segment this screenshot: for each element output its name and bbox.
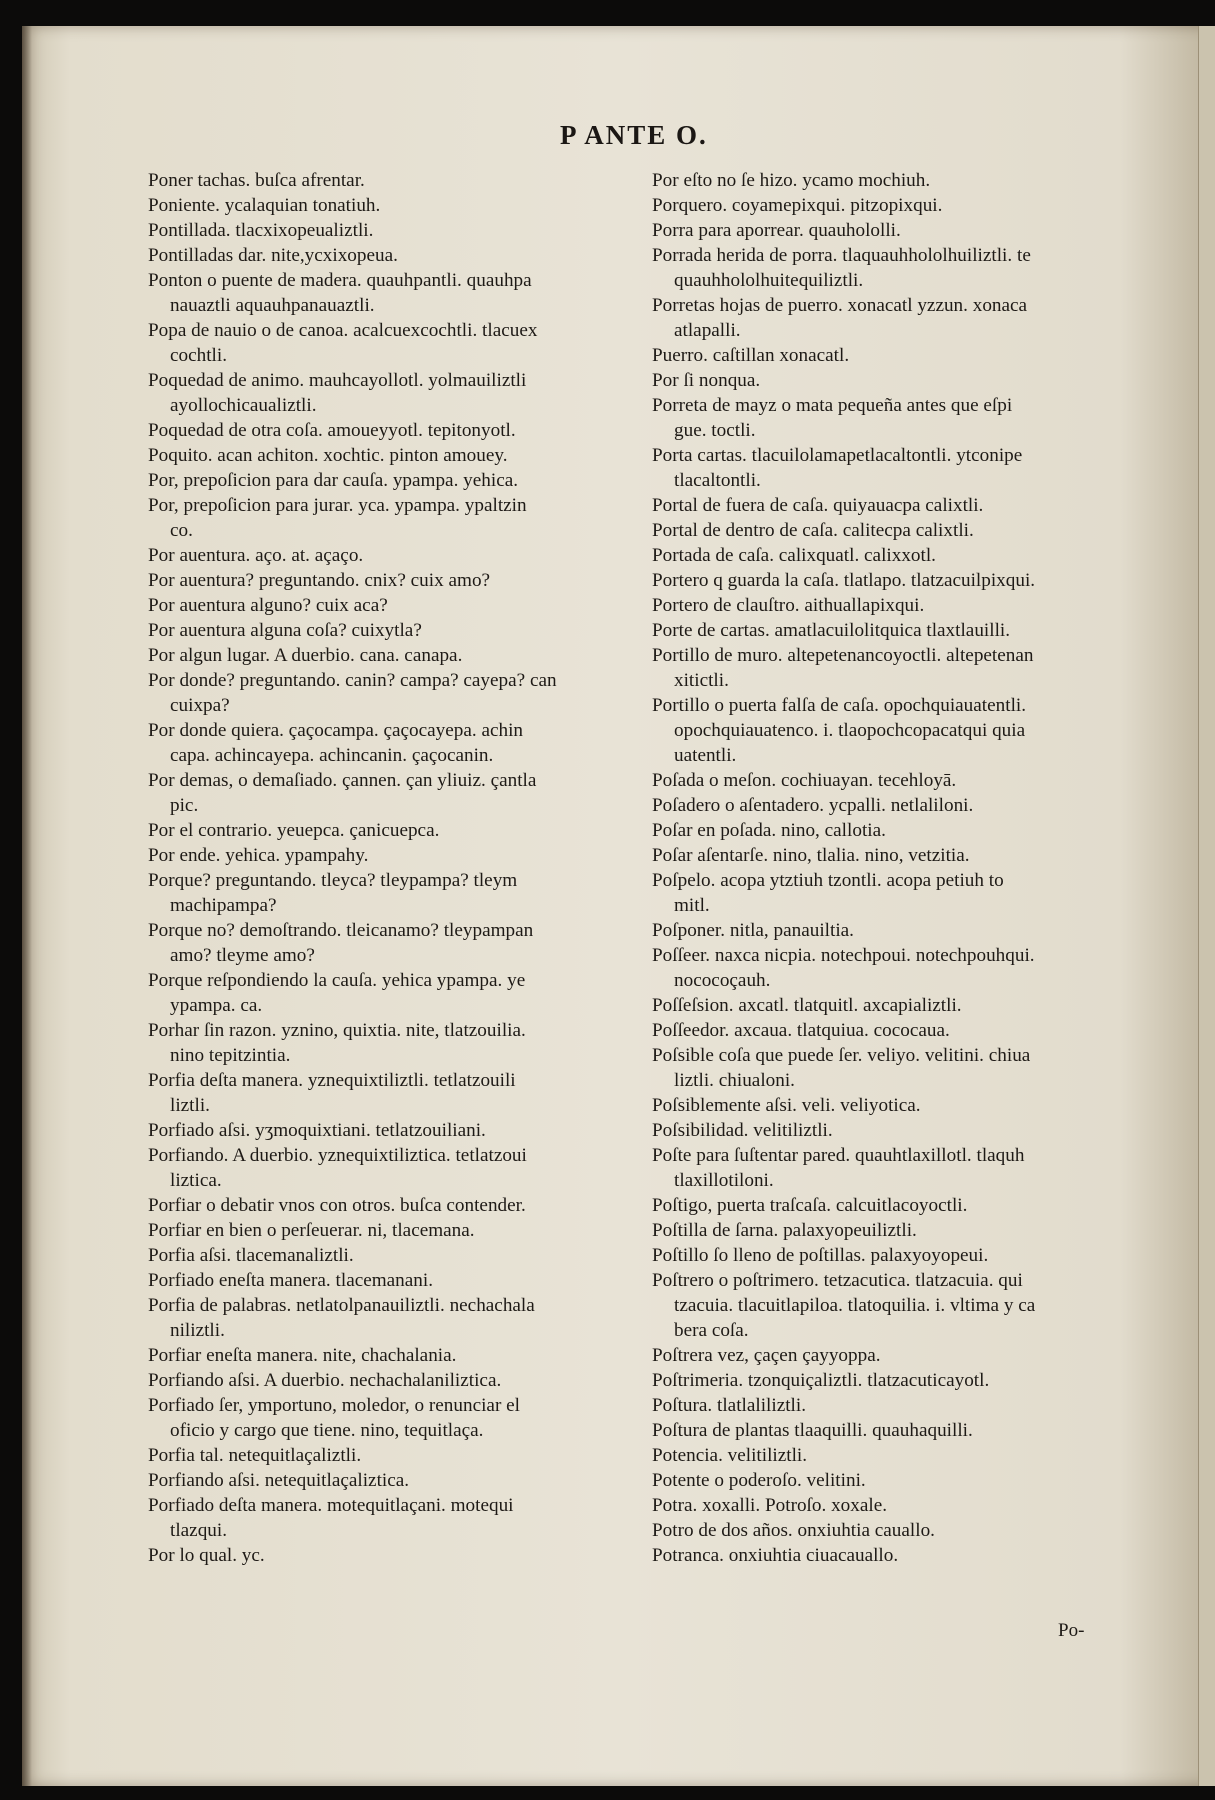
entry-line: Por auentura. aço. at. açaço. bbox=[148, 545, 364, 566]
dictionary-entry bbox=[652, 568, 1122, 593]
dictionary-entry bbox=[652, 1043, 1122, 1093]
dictionary-entry bbox=[652, 843, 1122, 868]
entry-line: Porfiando aſsi. netequitlaçaliztica. bbox=[148, 1470, 410, 1491]
entry-line: Porfia de palabras. netlatolpanauiliztli. nechachala bbox=[148, 1295, 535, 1316]
entry-line: Porhar ſin razon. yznino, quixtia. nite, tlatzouilia. bbox=[148, 1020, 526, 1041]
dictionary-entry bbox=[652, 593, 1122, 618]
dictionary-entry bbox=[148, 1243, 658, 1268]
dictionary-entry bbox=[148, 1018, 658, 1068]
dictionary-entry bbox=[652, 1518, 1122, 1543]
entry-continuation: capa. achincayepa. achincanin. çaçocanin. bbox=[170, 745, 494, 766]
entry-line: Porfiado eneſta manera. tlacemanani. bbox=[148, 1270, 434, 1291]
entry-continuation: nococoçauh. bbox=[674, 970, 771, 991]
entry-line: Porra para aporrear. quauhololli. bbox=[652, 220, 901, 241]
entry-continuation: pic. bbox=[170, 795, 199, 816]
entry-line: Poſpelo. acopa ytztiuh tzontli. acopa petiuh to bbox=[652, 870, 1004, 891]
entry-line: Por auentura alguna coſa? cuixytla? bbox=[148, 620, 422, 641]
dictionary-entry bbox=[652, 218, 1122, 243]
entry-line: Por donde? preguntando. canin? campa? cayepa? can bbox=[148, 670, 557, 691]
entry-line: Puerro. caſtillan xonacatl. bbox=[652, 345, 850, 366]
entry-line: Portero q guarda la caſa. tlatlapo. tlatzacuilpixqui. bbox=[652, 570, 1036, 591]
catchword: Po- bbox=[1058, 1620, 1085, 1641]
entry-line: Potro de dos años. onxiuhtia cauallo. bbox=[652, 1520, 935, 1541]
entry-continuation: cochtli. bbox=[170, 345, 228, 366]
dictionary-entry bbox=[148, 1118, 658, 1143]
entry-line: Porquero. coyamepixqui. pitzopixqui. bbox=[652, 195, 943, 216]
entry-continuation: machipampa? bbox=[170, 895, 277, 916]
entry-line: Poſſeedor. axcaua. tlatquiua. cococaua. bbox=[652, 1020, 950, 1041]
dictionary-entry bbox=[652, 693, 1122, 768]
entry-line: Poſſeer. naxca nicpia. notechpoui. notechpouhqui. bbox=[652, 945, 1035, 966]
dictionary-entry bbox=[652, 368, 1122, 393]
entry-line: Portal de fuera de caſa. quiyauacpa calixtli. bbox=[652, 495, 984, 516]
entry-line: Poſtrimeria. tzonquiçaliztli. tlatzacuticayotl. bbox=[652, 1370, 990, 1391]
left-column bbox=[148, 168, 658, 1568]
entry-line: Poſtura de plantas tlaaquilli. quauhaquilli. bbox=[652, 1420, 973, 1441]
dictionary-entry bbox=[652, 243, 1122, 293]
dictionary-entry bbox=[148, 368, 658, 418]
entry-line: Por ſi nonqua. bbox=[652, 370, 761, 391]
entry-continuation: mitl. bbox=[674, 895, 710, 916]
dictionary-entry bbox=[652, 443, 1122, 493]
entry-continuation: co. bbox=[170, 520, 193, 541]
entry-line: Porta cartas. tlacuilolamapetlacaltontli. ytconipe bbox=[652, 445, 1023, 466]
dictionary-entry bbox=[148, 818, 658, 843]
dictionary-entry bbox=[148, 218, 658, 243]
entry-line: Poſtigo, puerta traſcaſa. calcuitlacoyoctli. bbox=[652, 1195, 968, 1216]
entry-line: Portillo o puerta falſa de caſa. opochquiauatentli. bbox=[652, 695, 1027, 716]
entry-line: Poſtrero o poſtrimero. tetzacutica. tlatzacuia. qui bbox=[652, 1270, 1023, 1291]
entry-continuation: tlazqui. bbox=[170, 1520, 228, 1541]
entry-line: Poquito. acan achiton. xochtic. pinton amouey. bbox=[148, 445, 508, 466]
dictionary-entry bbox=[652, 1443, 1122, 1468]
entry-line: Poniente. ycalaquian tonatiuh. bbox=[148, 195, 381, 216]
dictionary-entry bbox=[652, 918, 1122, 943]
entry-continuation: oficio y cargo que tiene. nino, tequitlaça. bbox=[170, 1420, 484, 1441]
entry-line: Porque reſpondiendo la cauſa. yehica ypampa. ye bbox=[148, 970, 526, 991]
dictionary-entry bbox=[148, 643, 658, 668]
dictionary-entry bbox=[148, 768, 658, 818]
dictionary-entry bbox=[148, 168, 658, 193]
entry-line: Poſar en poſada. nino, callotia. bbox=[652, 820, 886, 841]
dictionary-entry bbox=[652, 493, 1122, 518]
entry-line: Poſsiblemente aſsi. veli. veliyotica. bbox=[652, 1095, 921, 1116]
entry-line: Porretas hojas de puerro. xonacatl yzzun. xonaca bbox=[652, 295, 1028, 316]
dictionary-entry bbox=[148, 593, 658, 618]
dictionary-entry bbox=[652, 643, 1122, 693]
dictionary-entry bbox=[148, 618, 658, 643]
dictionary-entry bbox=[652, 793, 1122, 818]
dictionary-entry bbox=[148, 568, 658, 593]
entry-line: Porrada herida de porra. tlaquauhhololhuiliztli. te bbox=[652, 245, 1031, 266]
entry-line: Poſada o meſon. cochiuayan. tecehloyā. bbox=[652, 770, 957, 791]
entry-line: Por lo qual. yc. bbox=[148, 1545, 265, 1566]
dictionary-entry bbox=[652, 293, 1122, 343]
dictionary-entry bbox=[652, 168, 1122, 193]
entry-line: Por ende. yehica. ypampahy. bbox=[148, 845, 369, 866]
dictionary-entry bbox=[148, 1393, 658, 1443]
entry-line: Porfiar en bien o perſeuerar. ni, tlacemana. bbox=[148, 1220, 475, 1241]
entry-line: Porreta de mayz o mata pequeña antes que eſpi bbox=[652, 395, 1013, 416]
dictionary-entry bbox=[148, 1493, 658, 1543]
entry-line: Porfia aſsi. tlacemanaliztli. bbox=[148, 1245, 354, 1266]
dictionary-entry bbox=[652, 993, 1122, 1018]
dictionary-entry bbox=[652, 1393, 1122, 1418]
running-header: P ANTE O. bbox=[560, 120, 708, 150]
dictionary-entry bbox=[652, 518, 1122, 543]
dictionary-entry bbox=[148, 418, 658, 443]
dictionary-entry bbox=[652, 1493, 1122, 1518]
entry-line: Por demas, o demaſiado. çannen. çan yliuiz. çantla bbox=[148, 770, 537, 791]
entry-line: Porfiado ſer, ymportuno, moledor, o renunciar el bbox=[148, 1395, 520, 1416]
dictionary-entry bbox=[148, 268, 658, 318]
dictionary-entry bbox=[148, 718, 658, 768]
dictionary-entry bbox=[652, 818, 1122, 843]
right-column bbox=[652, 168, 1122, 1568]
dictionary-entry bbox=[652, 393, 1122, 443]
dictionary-entry bbox=[652, 1118, 1122, 1143]
dictionary-entry bbox=[148, 1068, 658, 1118]
entry-continuation: nino tepitzintia. bbox=[170, 1045, 291, 1066]
dictionary-entry bbox=[652, 943, 1122, 993]
entry-line: Porfia deſta manera. yznequixtiliztli. tetlatzouili bbox=[148, 1070, 516, 1091]
dictionary-entry bbox=[652, 618, 1122, 643]
entry-continuation: tlacaltontli. bbox=[674, 470, 761, 491]
dictionary-entry bbox=[148, 443, 658, 468]
entry-line: Porfiar o debatir vnos con otros. buſca contender. bbox=[148, 1195, 526, 1216]
entry-continuation: atlapalli. bbox=[674, 320, 741, 341]
entry-line: Poſsible coſa que puede ſer. veliyo. velitini. chiua bbox=[652, 1045, 1031, 1066]
dictionary-entry bbox=[148, 243, 658, 268]
entry-continuation: ypampa. ca. bbox=[170, 995, 263, 1016]
dictionary-entry bbox=[652, 1468, 1122, 1493]
entry-line: Por auentura? preguntando. cnix? cuix amo? bbox=[148, 570, 491, 591]
entry-line: Poſtilla de ſarna. palaxyopeuiliztli. bbox=[652, 1220, 917, 1241]
entry-continuation: liztica. bbox=[170, 1170, 222, 1191]
dictionary-entry bbox=[148, 1343, 658, 1368]
entry-line: Potra. xoxalli. Potroſo. xoxale. bbox=[652, 1495, 888, 1516]
entry-line: Potranca. onxiuhtia ciuacauallo. bbox=[652, 1545, 899, 1566]
dictionary-entry bbox=[148, 1468, 658, 1493]
entry-line: Poſponer. nitla, panauiltia. bbox=[652, 920, 854, 941]
entry-line: Por algun lugar. A duerbio. cana. canapa. bbox=[148, 645, 463, 666]
entry-line: Poner tachas. buſca afrentar. bbox=[148, 170, 365, 191]
entry-line: Porte de cartas. amatlacuilolitquica tlaxtlauilli. bbox=[652, 620, 1011, 641]
dictionary-entry bbox=[148, 318, 658, 368]
entry-line: Portillo de muro. altepetenancoyoctli. altepetenan bbox=[652, 645, 1034, 666]
entry-line: Poſtillo ſo lleno de poſtillas. palaxyoyopeui. bbox=[652, 1245, 989, 1266]
dictionary-entry bbox=[148, 868, 658, 918]
dictionary-entry bbox=[652, 1418, 1122, 1443]
entry-line: Por el contrario. yeuepca. çanicuepca. bbox=[148, 820, 440, 841]
entry-line: Ponton o puente de madera. quauhpantli. quauhpa bbox=[148, 270, 532, 291]
entry-line: Pontillada. tlacxixopeualiztli. bbox=[148, 220, 374, 241]
dictionary-entry bbox=[148, 1218, 658, 1243]
entry-line: Por, prepoſicion para jurar. yca. ypampa. ypaltzin bbox=[148, 495, 527, 516]
dictionary-entry bbox=[148, 493, 658, 543]
entry-line: Porque? preguntando. tleyca? tleypampa? tleym bbox=[148, 870, 518, 891]
entry-line: Poſte para ſuſtentar pared. quauhtlaxillotl. tlaquh bbox=[652, 1145, 1025, 1166]
dictionary-entry bbox=[652, 768, 1122, 793]
entry-continuation: gue. toctli. bbox=[674, 420, 756, 441]
dictionary-entry bbox=[148, 543, 658, 568]
entry-line: Poſar aſentarſe. nino, tlalia. nino, vetzitia. bbox=[652, 845, 970, 866]
entry-continuation: liztli. bbox=[170, 1095, 210, 1116]
entry-continuation: xitictli. bbox=[674, 670, 729, 691]
entry-line: Porfia tal. netequitlaçaliztli. bbox=[148, 1445, 362, 1466]
dictionary-entry bbox=[652, 1018, 1122, 1043]
entry-continuation: nauaztli aquauhpanauaztli. bbox=[170, 295, 375, 316]
entry-continuation: amo? tleyme amo? bbox=[170, 945, 315, 966]
entry-line: Porfiando. A duerbio. yznequixtiliztica. tetlatzoui bbox=[148, 1145, 527, 1166]
entry-line: Por eſto no ſe hizo. ycamo mochiuh. bbox=[652, 170, 931, 191]
dictionary-entry bbox=[652, 1268, 1122, 1343]
entry-line: Portada de caſa. calixquatl. calixxotl. bbox=[652, 545, 936, 566]
entry-line: Poquedad de otra coſa. amoueyyotl. tepitonyotl. bbox=[148, 420, 516, 441]
dictionary-entry bbox=[148, 918, 658, 968]
entry-continuation: uatentli. bbox=[674, 745, 737, 766]
entry-line: Poſsibilidad. velitiliztli. bbox=[652, 1120, 833, 1141]
entry-line: Porfiar eneſta manera. nite, chachalania. bbox=[148, 1345, 457, 1366]
dictionary-entry bbox=[148, 1143, 658, 1193]
dictionary-entry bbox=[652, 1343, 1122, 1368]
entry-line: Poquedad de animo. mauhcayollotl. yolmauiliztli bbox=[148, 370, 527, 391]
dictionary-entry bbox=[652, 1243, 1122, 1268]
entry-line: Por, prepoſicion para dar cauſa. ypampa. yehica. bbox=[148, 470, 519, 491]
dictionary-entry bbox=[148, 668, 658, 718]
entry-line: Potente o poderoſo. velitini. bbox=[652, 1470, 866, 1491]
entry-continuation: quauhhololhuitequiliztli. bbox=[674, 270, 864, 291]
entry-line: Poſtura. tlatlaliliztli. bbox=[652, 1395, 807, 1416]
entry-line: Poſtrera vez, çaçen çayyoppa. bbox=[652, 1345, 881, 1366]
dictionary-entry bbox=[148, 968, 658, 1018]
entry-continuation: liztli. chiualoni. bbox=[674, 1070, 795, 1091]
entry-continuation: ayollochicaualiztli. bbox=[170, 395, 317, 416]
dictionary-entry bbox=[148, 468, 658, 493]
dictionary-entry bbox=[652, 1093, 1122, 1118]
dictionary-entry bbox=[652, 1193, 1122, 1218]
entry-line: Pontilladas dar. nite,ycxixopeua. bbox=[148, 245, 398, 266]
entry-line: Porfiado deſta manera. motequitlaçani. motequi bbox=[148, 1495, 514, 1516]
adjacent-page-edge bbox=[1198, 26, 1215, 1786]
dictionary-entry bbox=[148, 1293, 658, 1343]
dictionary-entry bbox=[148, 1543, 658, 1568]
entry-line: Popa de nauio o de canoa. acalcuexcochtli. tlacuex bbox=[148, 320, 538, 341]
dictionary-entry bbox=[652, 543, 1122, 568]
dictionary-entry bbox=[148, 843, 658, 868]
dictionary-entry bbox=[652, 343, 1122, 368]
dictionary-entry bbox=[652, 868, 1122, 918]
entry-continuation: bera coſa. bbox=[674, 1320, 749, 1341]
entry-line: Porque no? demoſtrando. tleicanamo? tleypampan bbox=[148, 920, 534, 941]
dictionary-entry bbox=[652, 1218, 1122, 1243]
entry-line: Potencia. velitiliztli. bbox=[652, 1445, 808, 1466]
gutter-shadow bbox=[22, 26, 32, 1786]
entry-line: Poſadero o aſentadero. ycpalli. netlaliloni. bbox=[652, 795, 974, 816]
entry-line: Porfiado aſsi. yʒmoquixtiani. tetlatzouiliani. bbox=[148, 1120, 486, 1141]
entry-continuation: tzacuia. tlacuitlapiloa. tlatoquilia. i. vltima y ca bbox=[674, 1295, 1036, 1316]
entry-line: Por donde quiera. çaçocampa. çaçocayepa. achin bbox=[148, 720, 524, 741]
dictionary-entry bbox=[148, 193, 658, 218]
dictionary-entry bbox=[148, 1268, 658, 1293]
entry-line: Por auentura alguno? cuix aca? bbox=[148, 595, 388, 616]
dictionary-entry bbox=[148, 1193, 658, 1218]
entry-continuation: tlaxillotiloni. bbox=[674, 1170, 774, 1191]
entry-line: Portal de dentro de caſa. calitecpa calixtli. bbox=[652, 520, 974, 541]
dictionary-entry bbox=[652, 1143, 1122, 1193]
entry-line: Portero de clauſtro. aithuallapixqui. bbox=[652, 595, 925, 616]
dictionary-entry bbox=[652, 193, 1122, 218]
entry-line: Porfiando aſsi. A duerbio. nechachalaniliztica. bbox=[148, 1370, 502, 1391]
entry-line: Poſſeſsion. axcatl. tlatquitl. axcapializtli. bbox=[652, 995, 962, 1016]
entry-continuation: niliztli. bbox=[170, 1320, 225, 1341]
entry-continuation: opochquiauatenco. i. tlaopochcopacatqui quia bbox=[674, 720, 1026, 741]
entry-continuation: cuixpa? bbox=[170, 695, 230, 716]
dictionary-entry bbox=[148, 1443, 658, 1468]
dictionary-entry bbox=[148, 1368, 658, 1393]
dictionary-entry bbox=[652, 1368, 1122, 1393]
dictionary-entry bbox=[652, 1543, 1122, 1568]
